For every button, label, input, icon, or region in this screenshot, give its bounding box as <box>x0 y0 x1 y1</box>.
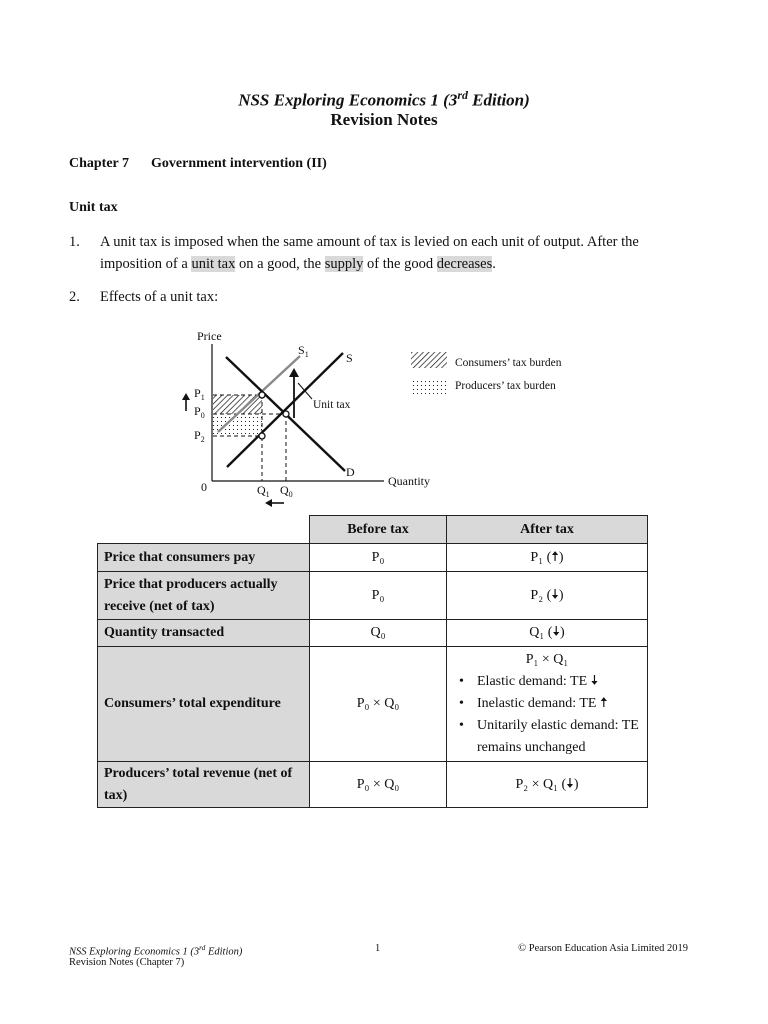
table-row <box>98 572 648 620</box>
effects-table <box>97 515 648 808</box>
row-label: Price that producers actually receive (net of tax) <box>98 572 310 620</box>
y-axis-label: Price <box>197 329 222 343</box>
supply-label: S <box>346 351 353 365</box>
te-bullet-list <box>453 671 641 759</box>
p0-label: $P_0$ <box>194 404 205 420</box>
after-value-cell <box>447 647 648 762</box>
before-value: P₀ <box>310 572 447 620</box>
point-p0q0 <box>283 411 289 417</box>
page-subtitle: Revision Notes <box>330 110 438 129</box>
point-number: 2. <box>69 289 80 305</box>
point-text: Effects of a unit tax: <box>100 289 219 305</box>
row-label: Producers’ total revenue (net of tax) <box>98 762 310 808</box>
footer-book-title: NSS Exploring Economics 1 (3rd Edition) <box>69 943 243 958</box>
point-p2q1 <box>259 433 265 439</box>
origin-label: 0 <box>201 480 207 494</box>
p1-label: $P_1$ <box>194 386 205 402</box>
row-label: Price that consumers pay <box>98 544 310 572</box>
q1-label: $Q_1$ <box>257 483 270 499</box>
legend-consumer-label: Consumers’ tax burden <box>455 357 562 369</box>
table-corner <box>98 516 310 544</box>
list-item: • Unitarily elastic demand: TE remains unchanged <box>453 715 641 759</box>
before-value: P₀ × Q₀ <box>310 647 447 762</box>
after-value: Q₁ (🠇) <box>447 620 648 647</box>
after-value: P₁ × Q₁ <box>525 652 569 667</box>
after-value: P₂ (🠇) <box>447 572 648 620</box>
p2-label: $P_2$ <box>194 428 205 444</box>
producers-tax-burden-area <box>213 414 262 436</box>
legend-producer-label: Producers’ tax burden <box>455 380 556 392</box>
q0-label: $Q_0$ <box>280 483 293 499</box>
table-row <box>98 647 648 762</box>
row-label: Quantity transacted <box>98 620 310 647</box>
legend-consumer-swatch <box>411 352 447 368</box>
unit-tax-arrowhead-icon <box>289 368 299 377</box>
table-row <box>98 762 648 808</box>
footer-notes: Revision Notes (Chapter 7) <box>69 957 185 968</box>
chapter-title: Government intervention (II) <box>151 156 327 171</box>
after-value: P₁ (🠅) <box>447 544 648 572</box>
table-row <box>98 544 648 572</box>
chapter-number: Chapter 7 <box>69 156 130 171</box>
section-title: Unit tax <box>69 200 118 215</box>
before-value: P₀ <box>310 544 447 572</box>
header-before-tax: Before tax <box>310 516 447 544</box>
new-supply-label: $S_1$ <box>298 343 309 359</box>
after-value: P₂ × Q₁ (🠇) <box>447 762 648 808</box>
highlight-decreases: decreases <box>436 256 493 272</box>
book-title: NSS Exploring Economics 1 (3rd Edition) <box>238 88 530 110</box>
x-axis-label: Quantity <box>388 474 430 488</box>
highlight-unit-tax: unit tax <box>191 256 236 272</box>
footer-copyright: © Pearson Education Asia Limited 2019 <box>518 943 688 954</box>
price-up-arrowhead-icon <box>182 393 190 400</box>
unit-tax-label: Unit tax <box>313 399 351 411</box>
highlight-supply: supply <box>324 256 364 272</box>
table-row <box>98 620 648 647</box>
point-number: 1. <box>69 234 80 250</box>
point-p1q1 <box>259 392 265 398</box>
legend-producer-swatch <box>411 378 447 394</box>
list-item: • Inelastic demand: TE 🠅 <box>453 693 641 715</box>
demand-label: D <box>346 465 355 479</box>
quantity-left-arrowhead-icon <box>265 499 272 507</box>
header-after-tax: After tax <box>447 516 648 544</box>
page-number: 1 <box>375 943 381 954</box>
row-label: Consumers’ total expenditure <box>98 647 310 762</box>
point-text: A unit tax is imposed when the same amount of tax is levied on each unit of output. After the imposition of a unit tax on a good, the supply of the good decreases. <box>100 234 639 272</box>
before-value: Q₀ <box>310 620 447 647</box>
list-item: • Elastic demand: TE 🠇 <box>453 671 641 693</box>
before-value: P₀ × Q₀ <box>310 762 447 808</box>
